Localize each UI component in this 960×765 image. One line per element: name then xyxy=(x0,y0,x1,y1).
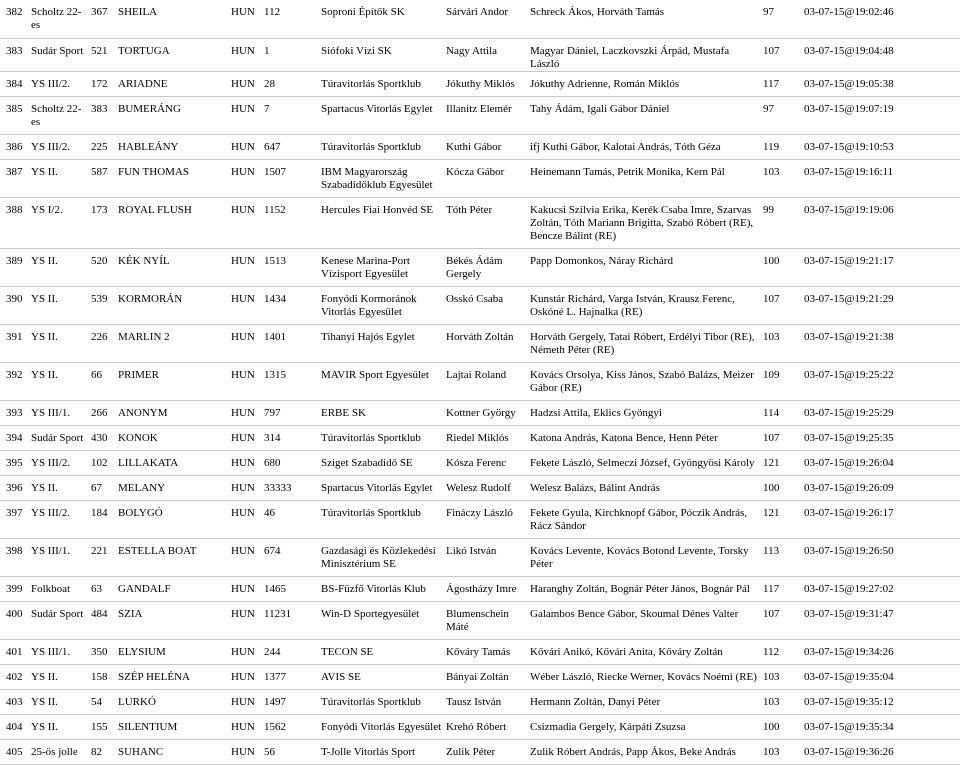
boat-name-cell: KONOK xyxy=(116,425,229,450)
registration-cell: 1 xyxy=(262,38,319,71)
crew-cell: Horváth Gergely, Tatai Róbert, Erdélyi Tibor (RE), Németh Péter (RE) xyxy=(528,324,761,362)
skipper-cell: Blumenschein Máté xyxy=(444,601,528,639)
crew-cell: Tahy Ádám, Igali Gábor Dániel xyxy=(528,96,761,134)
registration-cell: 56 xyxy=(262,739,319,764)
rating-cell: 119 xyxy=(761,134,802,159)
registration-cell: 1497 xyxy=(262,689,319,714)
nation-cell: HUN xyxy=(229,714,262,739)
sail-number-cell: 221 xyxy=(89,538,116,576)
crew-cell: Schreck Ákos, Horváth Tamás xyxy=(528,0,761,38)
sail-number-cell: 225 xyxy=(89,134,116,159)
class-cell: Sudár Sport xyxy=(29,425,89,450)
club-cell: Spartacus Vitorlás Egylet xyxy=(319,96,444,134)
nation-cell: HUN xyxy=(229,159,262,197)
sail-number-cell: 350 xyxy=(89,639,116,664)
finish-time-cell: 03-07-15@19:02:46 xyxy=(802,0,960,38)
class-cell: YS II. xyxy=(29,286,89,324)
club-cell: Fonyódi Kormoránok Vitorlás Egyesület xyxy=(319,286,444,324)
crew-cell: Wéber László, Riecke Werner, Kovács Noémi (RE) xyxy=(528,664,761,689)
registration-cell: 28 xyxy=(262,71,319,96)
sail-number-cell: 383 xyxy=(89,96,116,134)
sail-number-cell: 82 xyxy=(89,739,116,764)
place-cell: 395 xyxy=(0,450,29,475)
club-cell: IBM Magyarország Szabadidőklub Egyesület xyxy=(319,159,444,197)
place-cell: 385 xyxy=(0,96,29,134)
finish-time-cell: 03-07-15@19:31:47 xyxy=(802,601,960,639)
class-cell: YS II. xyxy=(29,362,89,400)
sail-number-cell: 539 xyxy=(89,286,116,324)
boat-name-cell: GANDALF xyxy=(116,576,229,601)
boat-name-cell: ELYSIUM xyxy=(116,639,229,664)
sail-number-cell: 430 xyxy=(89,425,116,450)
crew-cell: Jókuthy Adrienne, Román Miklós xyxy=(528,71,761,96)
rating-cell: 103 xyxy=(761,739,802,764)
sail-number-cell: 158 xyxy=(89,664,116,689)
nation-cell: HUN xyxy=(229,425,262,450)
nation-cell: HUN xyxy=(229,38,262,71)
place-cell: 399 xyxy=(0,576,29,601)
crew-cell: ifj Kuthi Gábor, Kalotai András, Tóth Géza xyxy=(528,134,761,159)
table-row xyxy=(0,601,960,639)
class-cell: Scholtz 22-es xyxy=(29,0,89,38)
table-row xyxy=(0,38,960,71)
nation-cell: HUN xyxy=(229,197,262,248)
place-cell: 396 xyxy=(0,475,29,500)
boat-name-cell: SHEILA xyxy=(116,0,229,38)
sail-number-cell: 54 xyxy=(89,689,116,714)
crew-cell: Galambos Bence Gábor, Skoumal Dénes Valter xyxy=(528,601,761,639)
crew-cell: Fekete Gyula, Kirchknopf Gábor, Póczik András, Rácz Sándor xyxy=(528,500,761,538)
class-cell: 25-ös jolle xyxy=(29,739,89,764)
finish-time-cell: 03-07-15@19:19:06 xyxy=(802,197,960,248)
nation-cell: HUN xyxy=(229,576,262,601)
place-cell: 386 xyxy=(0,134,29,159)
finish-time-cell: 03-07-15@19:26:17 xyxy=(802,500,960,538)
boat-name-cell: ROYAL FLUSH xyxy=(116,197,229,248)
skipper-cell: Fináczy László xyxy=(444,500,528,538)
crew-cell: Kakucsi Szilvia Erika, Kerék Csaba Imre, Szarvas Zoltán, Tóth Mariann Brigitta, Szabó Róbert (RE), Bencze Bálint (RE) xyxy=(528,197,761,248)
class-cell: Sudár Sport xyxy=(29,38,89,71)
club-cell: Túravitorlás Sportklub xyxy=(319,500,444,538)
boat-name-cell: ESTELLA BOAT xyxy=(116,538,229,576)
table-row xyxy=(0,739,960,764)
registration-cell: 1465 xyxy=(262,576,319,601)
registration-cell: 674 xyxy=(262,538,319,576)
registration-cell: 11231 xyxy=(262,601,319,639)
class-cell: Folkboat xyxy=(29,576,89,601)
boat-name-cell: ARIADNE xyxy=(116,71,229,96)
class-cell: YS II. xyxy=(29,159,89,197)
club-cell: Fonyódi Vitorlás Egyesület xyxy=(319,714,444,739)
registration-cell: 1513 xyxy=(262,248,319,286)
nation-cell: HUN xyxy=(229,664,262,689)
finish-time-cell: 03-07-15@19:21:29 xyxy=(802,286,960,324)
skipper-cell: Riedel Miklós xyxy=(444,425,528,450)
skipper-cell: Bányai Zoltán xyxy=(444,664,528,689)
crew-cell: Kovács Orsolya, Kiss János, Szabó Balázs, Meizer Gábor (RE) xyxy=(528,362,761,400)
sail-number-cell: 484 xyxy=(89,601,116,639)
skipper-cell: Kottner György xyxy=(444,400,528,425)
skipper-cell: Nagy Attila xyxy=(444,38,528,71)
finish-time-cell: 03-07-15@19:26:50 xyxy=(802,538,960,576)
place-cell: 393 xyxy=(0,400,29,425)
sail-number-cell: 367 xyxy=(89,0,116,38)
club-cell: Hercules Fiai Honvéd SE xyxy=(319,197,444,248)
table-row xyxy=(0,400,960,425)
boat-name-cell: KORMORÁN xyxy=(116,286,229,324)
finish-time-cell: 03-07-15@19:27:02 xyxy=(802,576,960,601)
class-cell: YS III/2. xyxy=(29,450,89,475)
nation-cell: HUN xyxy=(229,689,262,714)
rating-cell: 107 xyxy=(761,38,802,71)
club-cell: Soproni Építők SK xyxy=(319,0,444,38)
registration-cell: 1401 xyxy=(262,324,319,362)
registration-cell: 1434 xyxy=(262,286,319,324)
club-cell: MAVIR Sport Egyesület xyxy=(319,362,444,400)
skipper-cell: Horváth Zoltán xyxy=(444,324,528,362)
registration-cell: 1507 xyxy=(262,159,319,197)
nation-cell: HUN xyxy=(229,739,262,764)
finish-time-cell: 03-07-15@19:07:19 xyxy=(802,96,960,134)
nation-cell: HUN xyxy=(229,500,262,538)
class-cell: YS III/2. xyxy=(29,500,89,538)
skipper-cell: Zulik Péter xyxy=(444,739,528,764)
skipper-cell: Welesz Rudolf xyxy=(444,475,528,500)
place-cell: 400 xyxy=(0,601,29,639)
crew-cell: Heinemann Tamás, Petrik Monika, Kern Pál xyxy=(528,159,761,197)
sail-number-cell: 266 xyxy=(89,400,116,425)
finish-time-cell: 03-07-15@19:35:12 xyxy=(802,689,960,714)
class-cell: YS II. xyxy=(29,475,89,500)
rating-cell: 103 xyxy=(761,664,802,689)
crew-cell: Haranghy Zoltán, Bognár Péter János, Bognár Pál xyxy=(528,576,761,601)
nation-cell: HUN xyxy=(229,286,262,324)
table-row xyxy=(0,500,960,538)
boat-name-cell: SUHANC xyxy=(116,739,229,764)
registration-cell: 112 xyxy=(262,0,319,38)
skipper-cell: Kócza Gábor xyxy=(444,159,528,197)
skipper-cell: Likó István xyxy=(444,538,528,576)
skipper-cell: Tausz István xyxy=(444,689,528,714)
place-cell: 391 xyxy=(0,324,29,362)
club-cell: AVIS SE xyxy=(319,664,444,689)
place-cell: 402 xyxy=(0,664,29,689)
finish-time-cell: 03-07-15@19:10:53 xyxy=(802,134,960,159)
boat-name-cell: SZIA xyxy=(116,601,229,639)
crew-cell: Papp Domonkos, Náray Richárd xyxy=(528,248,761,286)
skipper-cell: Jókuthy Miklós xyxy=(444,71,528,96)
place-cell: 387 xyxy=(0,159,29,197)
boat-name-cell: MARLIN 2 xyxy=(116,324,229,362)
nation-cell: HUN xyxy=(229,362,262,400)
table-row xyxy=(0,362,960,400)
boat-name-cell: PRIMER xyxy=(116,362,229,400)
table-row xyxy=(0,286,960,324)
finish-time-cell: 03-07-15@19:25:35 xyxy=(802,425,960,450)
sail-number-cell: 587 xyxy=(89,159,116,197)
crew-cell: Zulik Róbert András, Papp Ákos, Beke András xyxy=(528,739,761,764)
skipper-cell: Sárvári Andor xyxy=(444,0,528,38)
table-row xyxy=(0,538,960,576)
place-cell: 398 xyxy=(0,538,29,576)
boat-name-cell: KÉK NYÍL xyxy=(116,248,229,286)
table-row xyxy=(0,475,960,500)
place-cell: 383 xyxy=(0,38,29,71)
skipper-cell: Osskó Csaba xyxy=(444,286,528,324)
class-cell: YS II. xyxy=(29,664,89,689)
sail-number-cell: 63 xyxy=(89,576,116,601)
sail-number-cell: 66 xyxy=(89,362,116,400)
skipper-cell: Krehó Róbert xyxy=(444,714,528,739)
finish-time-cell: 03-07-15@19:25:29 xyxy=(802,400,960,425)
registration-cell: 244 xyxy=(262,639,319,664)
sail-number-cell: 173 xyxy=(89,197,116,248)
registration-cell: 7 xyxy=(262,96,319,134)
rating-cell: 121 xyxy=(761,450,802,475)
table-row xyxy=(0,96,960,134)
crew-cell: Kővári Anikó, Kővári Anita, Kőváry Zoltán xyxy=(528,639,761,664)
rating-cell: 117 xyxy=(761,576,802,601)
place-cell: 390 xyxy=(0,286,29,324)
skipper-cell: Tóth Péter xyxy=(444,197,528,248)
nation-cell: HUN xyxy=(229,639,262,664)
table-row xyxy=(0,248,960,286)
rating-cell: 100 xyxy=(761,475,802,500)
sail-number-cell: 520 xyxy=(89,248,116,286)
crew-cell: Kunstár Richárd, Varga István, Krausz Ferenc, Oskóné L. Hajnalka (RE) xyxy=(528,286,761,324)
boat-name-cell: FUN THOMAS xyxy=(116,159,229,197)
place-cell: 392 xyxy=(0,362,29,400)
crew-cell: Hadzsi Attila, Eklics Gyöngyi xyxy=(528,400,761,425)
class-cell: YS III/2. xyxy=(29,134,89,159)
club-cell: Túravitorlás Sportklub xyxy=(319,71,444,96)
table-row xyxy=(0,576,960,601)
nation-cell: HUN xyxy=(229,324,262,362)
rating-cell: 100 xyxy=(761,248,802,286)
boat-name-cell: SZÉP HELÉNA xyxy=(116,664,229,689)
boat-name-cell: TORTUGA xyxy=(116,38,229,71)
table-row xyxy=(0,71,960,96)
class-cell: YS III/2. xyxy=(29,71,89,96)
crew-cell: Welesz Balázs, Bálint András xyxy=(528,475,761,500)
table-row xyxy=(0,714,960,739)
finish-time-cell: 03-07-15@19:36:26 xyxy=(802,739,960,764)
table-row xyxy=(0,0,960,38)
skipper-cell: Lajtai Roland xyxy=(444,362,528,400)
finish-time-cell: 03-07-15@19:26:09 xyxy=(802,475,960,500)
club-cell: Gazdasági és Közlekedési Minisztérium SE xyxy=(319,538,444,576)
place-cell: 382 xyxy=(0,0,29,38)
crew-cell: Magyar Dániel, Laczkovszki Árpád, Mustafa László xyxy=(528,38,761,71)
table-row xyxy=(0,324,960,362)
skipper-cell: Ágostházy Imre xyxy=(444,576,528,601)
sail-number-cell: 67 xyxy=(89,475,116,500)
place-cell: 388 xyxy=(0,197,29,248)
club-cell: Túravitorlás Sportklub xyxy=(319,134,444,159)
skipper-cell: Kuthi Gábor xyxy=(444,134,528,159)
sail-number-cell: 184 xyxy=(89,500,116,538)
sail-number-cell: 172 xyxy=(89,71,116,96)
finish-time-cell: 03-07-15@19:35:04 xyxy=(802,664,960,689)
club-cell: TECON SE xyxy=(319,639,444,664)
club-cell: Túravitorlás Sportklub xyxy=(319,425,444,450)
club-cell: Sziget Szabadidő SE xyxy=(319,450,444,475)
rating-cell: 112 xyxy=(761,639,802,664)
registration-cell: 1562 xyxy=(262,714,319,739)
class-cell: YS III/1. xyxy=(29,639,89,664)
class-cell: YS III/1. xyxy=(29,538,89,576)
nation-cell: HUN xyxy=(229,0,262,38)
crew-cell: Kovács Levente, Kovács Botond Levente, Torsky Péter xyxy=(528,538,761,576)
rating-cell: 103 xyxy=(761,324,802,362)
registration-cell: 46 xyxy=(262,500,319,538)
class-cell: YS II. xyxy=(29,714,89,739)
place-cell: 397 xyxy=(0,500,29,538)
crew-cell: Csizmadia Gergely, Kárpáti Zsuzsa xyxy=(528,714,761,739)
rating-cell: 97 xyxy=(761,96,802,134)
nation-cell: HUN xyxy=(229,248,262,286)
rating-cell: 109 xyxy=(761,362,802,400)
sail-number-cell: 155 xyxy=(89,714,116,739)
skipper-cell: Illanitz Elemér xyxy=(444,96,528,134)
table-row xyxy=(0,425,960,450)
finish-time-cell: 03-07-15@19:26:04 xyxy=(802,450,960,475)
class-cell: YS III/1. xyxy=(29,400,89,425)
club-cell: Siófoki Vízi SK xyxy=(319,38,444,71)
boat-name-cell: MELANY xyxy=(116,475,229,500)
club-cell: T-Jolle Vitorlás Sport xyxy=(319,739,444,764)
club-cell: Túravitorlás Sportklub xyxy=(319,689,444,714)
sail-number-cell: 102 xyxy=(89,450,116,475)
boat-name-cell: ANONYM xyxy=(116,400,229,425)
table-row xyxy=(0,639,960,664)
club-cell: Kenese Marina-Port Vízisport Egyesület xyxy=(319,248,444,286)
finish-time-cell: 03-07-15@19:35:34 xyxy=(802,714,960,739)
class-cell: YS I/2. xyxy=(29,197,89,248)
skipper-cell: Kósza Ferenc xyxy=(444,450,528,475)
registration-cell: 314 xyxy=(262,425,319,450)
rating-cell: 99 xyxy=(761,197,802,248)
finish-time-cell: 03-07-15@19:21:17 xyxy=(802,248,960,286)
class-cell: Sudár Sport xyxy=(29,601,89,639)
club-cell: ERBE SK xyxy=(319,400,444,425)
club-cell: Spartacus Vitorlás Egylet xyxy=(319,475,444,500)
rating-cell: 103 xyxy=(761,159,802,197)
rating-cell: 97 xyxy=(761,0,802,38)
registration-cell: 1315 xyxy=(262,362,319,400)
club-cell: BS-Füzfő Vitorlás Klub xyxy=(319,576,444,601)
place-cell: 384 xyxy=(0,71,29,96)
registration-cell: 797 xyxy=(262,400,319,425)
finish-time-cell: 03-07-15@19:34:26 xyxy=(802,639,960,664)
registration-cell: 1377 xyxy=(262,664,319,689)
registration-cell: 1152 xyxy=(262,197,319,248)
finish-time-cell: 03-07-15@19:04:48 xyxy=(802,38,960,71)
nation-cell: HUN xyxy=(229,134,262,159)
table-row xyxy=(0,197,960,248)
place-cell: 405 xyxy=(0,739,29,764)
crew-cell: Katona András, Katona Bence, Henn Péter xyxy=(528,425,761,450)
rating-cell: 113 xyxy=(761,538,802,576)
nation-cell: HUN xyxy=(229,400,262,425)
boat-name-cell: LILLAKATA xyxy=(116,450,229,475)
finish-time-cell: 03-07-15@19:25:22 xyxy=(802,362,960,400)
skipper-cell: Kőváry Tamás xyxy=(444,639,528,664)
finish-time-cell: 03-07-15@19:21:38 xyxy=(802,324,960,362)
rating-cell: 117 xyxy=(761,71,802,96)
nation-cell: HUN xyxy=(229,601,262,639)
club-cell: Tihanyi Hajós Egylet xyxy=(319,324,444,362)
finish-time-cell: 03-07-15@19:16:11 xyxy=(802,159,960,197)
table-row xyxy=(0,159,960,197)
class-cell: YS II. xyxy=(29,248,89,286)
class-cell: Scholtz 22-es xyxy=(29,96,89,134)
sail-number-cell: 226 xyxy=(89,324,116,362)
class-cell: YS II. xyxy=(29,324,89,362)
rating-cell: 107 xyxy=(761,286,802,324)
registration-cell: 647 xyxy=(262,134,319,159)
nation-cell: HUN xyxy=(229,475,262,500)
boat-name-cell: BOLYGÓ xyxy=(116,500,229,538)
boat-name-cell: LURKÓ xyxy=(116,689,229,714)
rating-cell: 114 xyxy=(761,400,802,425)
rating-cell: 107 xyxy=(761,425,802,450)
boat-name-cell: HABLEÁNY xyxy=(116,134,229,159)
nation-cell: HUN xyxy=(229,538,262,576)
club-cell: Win-D Sportegyesület xyxy=(319,601,444,639)
crew-cell: Hermann Zoltán, Danyi Péter xyxy=(528,689,761,714)
place-cell: 403 xyxy=(0,689,29,714)
registration-cell: 680 xyxy=(262,450,319,475)
table-row xyxy=(0,134,960,159)
nation-cell: HUN xyxy=(229,96,262,134)
skipper-cell: Békés Ádám Gergely xyxy=(444,248,528,286)
place-cell: 401 xyxy=(0,639,29,664)
sail-number-cell: 521 xyxy=(89,38,116,71)
nation-cell: HUN xyxy=(229,71,262,96)
table-row xyxy=(0,664,960,689)
finish-time-cell: 03-07-15@19:05:38 xyxy=(802,71,960,96)
boat-name-cell: SILENTIUM xyxy=(116,714,229,739)
crew-cell: Fekete László, Selmeczi József, Gyöngyösi Károly xyxy=(528,450,761,475)
rating-cell: 103 xyxy=(761,689,802,714)
boat-name-cell: BUMERÁNG xyxy=(116,96,229,134)
registration-cell: 33333 xyxy=(262,475,319,500)
table-row xyxy=(0,450,960,475)
table-row xyxy=(0,689,960,714)
place-cell: 394 xyxy=(0,425,29,450)
rating-cell: 100 xyxy=(761,714,802,739)
nation-cell: HUN xyxy=(229,450,262,475)
class-cell: YS II. xyxy=(29,689,89,714)
place-cell: 404 xyxy=(0,714,29,739)
place-cell: 389 xyxy=(0,248,29,286)
rating-cell: 107 xyxy=(761,601,802,639)
rating-cell: 121 xyxy=(761,500,802,538)
